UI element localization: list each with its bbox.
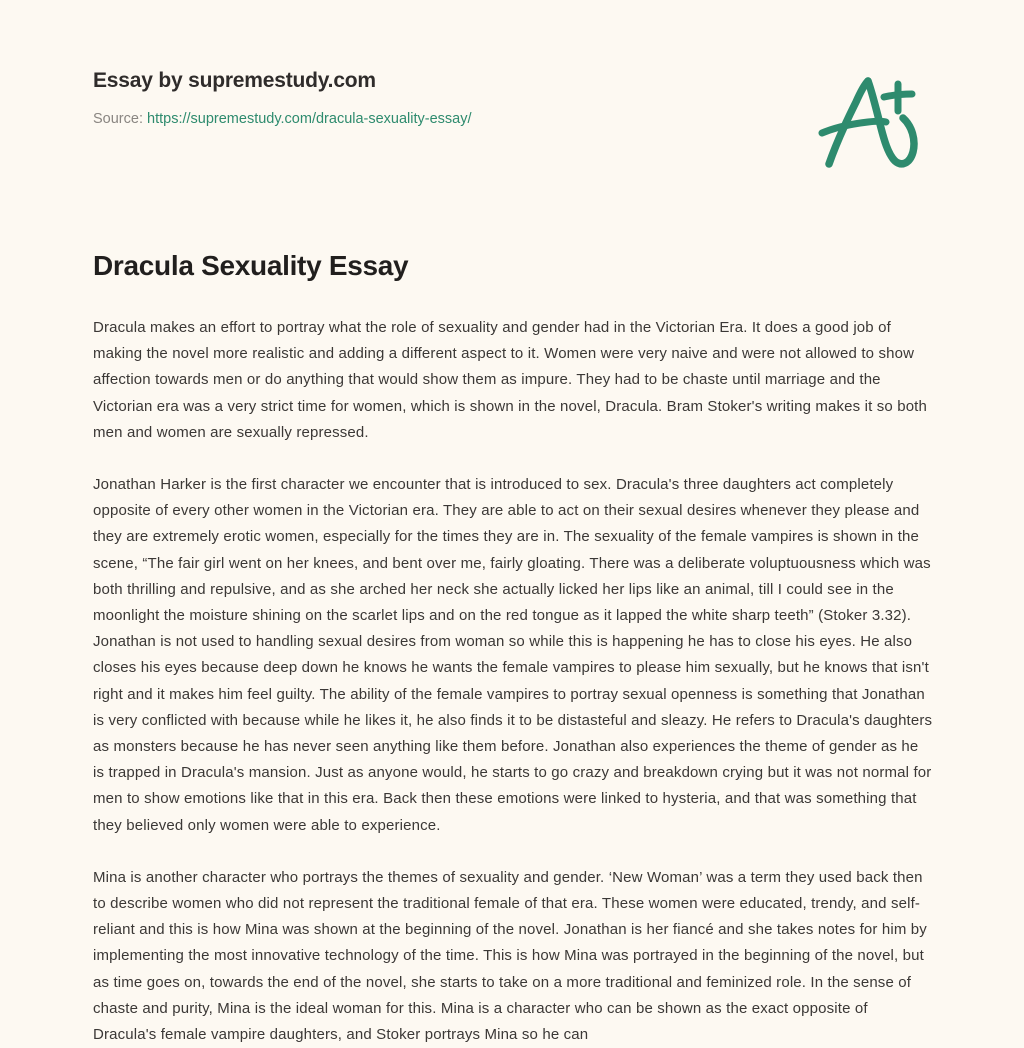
site-byline: Essay by supremestudy.com <box>93 69 376 92</box>
a-plus-logo-icon <box>806 66 924 174</box>
source-label: Source: <box>93 111 143 128</box>
article-paragraph: Jonathan Harker is the first character we encounter that is introduced to sex. Dracula's three daughters act completely opposite of every other women in the Victorian era. They are able to act on their sexual desires whenever they please and they are extremely erotic women, especially for the times they are in. The sexuality of the female vampires is shown in the scene, “The fair girl went on her knees, and bent over me, fairly gloating. There was a deliberate voluptuousness which was both thrilling and repulsive, and as she arched her neck she actually licked her lips like an animal, till I could see in the moonlight the moisture shining on the scarlet lips and on the red tongue as it lapped the white sharp teeth” (Stoker 3.32). Jonathan is not used to handling sexual desires from woman so while this is happening he has to close his eyes. He also closes his eyes because deep down he knows he wants the female vampires to please him sexually, but he knows that isn't right and it makes him feel guilty. The ability of the female vampires to portray sexual openness is something that Jonathan is very conflicted with because while he likes it, he also finds it to be distasteful and sleazy. He refers to Dracula's daughters as monsters because he has never seen anything like them before. Jonathan also experiences the theme of gender as he is trapped in Dracula's mansion. Just as anyone would, he starts to go crazy and breakdown crying but it was not normal for men to show emotions like that in this era. Back then these emotions were linked to hysteria, and that was something that they believed only women were able to experience. <box>93 476 933 834</box>
article-paragraph: Mina is another character who portrays the themes of sexuality and gender. ‘New Woman’ was a term they used back then to describe women who did not represent the traditional female of that era. These women were educated, trendy, and self-reliant and this is how Mina was shown at the beginning of the novel. Jonathan is her fiancé and she takes notes for him by implementing the most innovative technology of the time. This is how Mina was portrayed in the beginning of the novel, but as time goes on, towards the end of the novel, she starts to take on a more traditional and feminized role. In the sense of chaste and purity, Mina is the ideal woman for this. Mina is a character who can be shown as the exact opposite of Dracula's female vampire daughters, and Stoker portrays Mina so he can <box>93 868 927 1044</box>
article-body <box>93 315 933 1048</box>
article-container <box>93 248 933 1048</box>
article-paragraph: Dracula makes an effort to portray what the role of sexuality and gender had in the Victorian Era. It does a good job of making the novel more realistic and adding a different aspect to it. Women were very naive and were not allowed to show affection towards men or do anything that would show them as impure. They had to be chaste until marriage and the Victorian era was a very strict time for women, which is shown in the novel, Dracula. Bram Stoker's writing makes it so both men and women are sexually repressed. <box>93 319 927 441</box>
source-line <box>93 110 472 129</box>
page-header <box>0 0 1024 200</box>
source-url-link[interactable]: https://supremestudy.com/dracula-sexuality-essay/ <box>147 111 472 128</box>
header-text-block <box>93 68 472 129</box>
page-title: Dracula Sexuality Essay <box>93 250 409 281</box>
